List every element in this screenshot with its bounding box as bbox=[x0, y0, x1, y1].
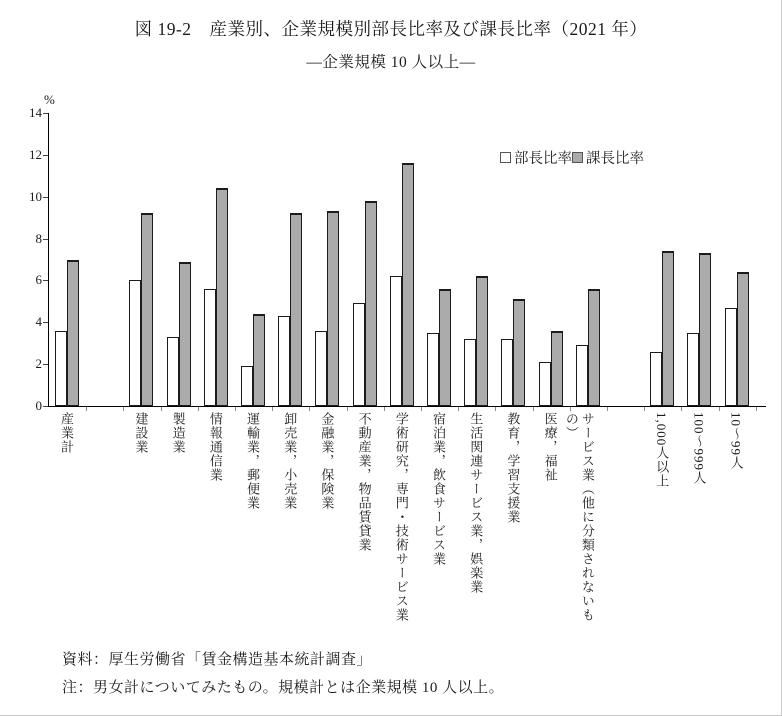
x-category-label: 製造業 bbox=[170, 412, 186, 454]
bar-課長比率-3 bbox=[216, 188, 228, 406]
legend-label-kacho: 課長比率 bbox=[586, 151, 644, 167]
bar-部長比率-11 bbox=[501, 339, 513, 406]
y-tick-label: 4 bbox=[35, 314, 42, 330]
x-tick bbox=[384, 407, 385, 411]
legend-label-bucho: 部長比率 bbox=[514, 151, 572, 167]
bar-課長比率-2 bbox=[179, 262, 191, 406]
bar-部長比率-3 bbox=[204, 289, 216, 406]
legend-item-bucho bbox=[500, 147, 572, 168]
y-tick-label: 10 bbox=[29, 188, 42, 204]
x-tick bbox=[272, 407, 273, 411]
x-category-label: 100〜999人 bbox=[691, 412, 707, 485]
bar-課長比率-10 bbox=[476, 276, 488, 406]
y-tick bbox=[43, 364, 48, 365]
bar-課長比率-14 bbox=[662, 251, 674, 406]
bar-部長比率-4 bbox=[241, 366, 253, 406]
bar-部長比率-5 bbox=[278, 316, 290, 406]
bar-部長比率-14 bbox=[650, 352, 662, 406]
bar-部長比率-0 bbox=[55, 331, 67, 406]
x-category-label: 産業計 bbox=[59, 412, 74, 454]
x-category-label: 卸売業，小売業 bbox=[282, 412, 298, 510]
y-tick-label: 6 bbox=[35, 272, 42, 288]
x-tick bbox=[198, 407, 199, 411]
bar-課長比率-9 bbox=[439, 289, 451, 406]
bar-課長比率-12 bbox=[551, 331, 563, 406]
bar-課長比率-7 bbox=[365, 201, 377, 406]
figure-title: 図 19-2 産業別、企業規模別部長比率及び課長比率（2021 年） bbox=[134, 19, 648, 39]
bar-課長比率-0 bbox=[67, 260, 79, 407]
bar-課長比率-6 bbox=[327, 211, 339, 406]
y-tick bbox=[43, 197, 48, 198]
gray-square-icon bbox=[572, 152, 583, 163]
bar-課長比率-11 bbox=[513, 299, 525, 406]
y-tick-label: 2 bbox=[35, 356, 42, 372]
x-category-label: 医療，福祉 bbox=[542, 412, 558, 482]
x-tick bbox=[309, 407, 310, 411]
x-category-label: 生活関連サービス業，娯楽業 bbox=[468, 412, 484, 594]
x-category-label: 1,000人以上 bbox=[654, 412, 670, 489]
x-category-label: 運輸業，郵便業 bbox=[245, 412, 260, 510]
bar-部長比率-7 bbox=[353, 303, 365, 406]
bar-課長比率-16 bbox=[737, 272, 749, 406]
y-tick bbox=[43, 155, 48, 156]
bar-部長比率-1 bbox=[129, 280, 141, 406]
y-tick bbox=[43, 406, 48, 407]
bar-部長比率-10 bbox=[464, 339, 476, 406]
x-tick bbox=[681, 407, 682, 411]
x-axis-line bbox=[48, 406, 766, 407]
bar-部長比率-16 bbox=[725, 308, 737, 406]
y-tick-label: 12 bbox=[29, 146, 42, 162]
y-tick-label: 8 bbox=[35, 230, 42, 246]
x-category-label: 不動産業，物品賃貸業 bbox=[356, 412, 372, 552]
y-axis-unit-label: % bbox=[44, 92, 55, 107]
bar-部長比率-15 bbox=[687, 333, 699, 406]
y-tick-label: 0 bbox=[35, 398, 42, 413]
x-tick bbox=[421, 407, 422, 411]
y-tick-label: 14 bbox=[29, 105, 42, 120]
x-category-label: 10〜99人 bbox=[728, 412, 744, 470]
x-category-label: 建設業 bbox=[133, 412, 149, 454]
x-tick bbox=[533, 407, 534, 411]
bar-部長比率-9 bbox=[427, 333, 439, 406]
y-tick bbox=[43, 280, 48, 281]
x-category-label: サービス業（他に分類されないもの） bbox=[563, 412, 595, 622]
x-category-label: 教育，学習支援業 bbox=[505, 412, 521, 524]
bar-部長比率-13 bbox=[576, 345, 588, 406]
bar-課長比率-1 bbox=[141, 213, 153, 406]
y-tick bbox=[43, 322, 48, 323]
legend bbox=[500, 147, 644, 168]
x-tick bbox=[235, 407, 236, 411]
footnote: 注：男女計についてみたもの。規模計とは企業規模 10 人以上。 bbox=[62, 680, 505, 696]
x-category-label: 情報通信業 bbox=[207, 412, 223, 482]
bar-部長比率-6 bbox=[315, 331, 327, 406]
legend-item-kacho bbox=[572, 147, 644, 168]
x-tick bbox=[458, 407, 459, 411]
bar-課長比率-13 bbox=[588, 289, 600, 406]
source-note: 資料：厚生労働省「賃金構造基本統計調査」 bbox=[62, 652, 373, 668]
y-tick bbox=[43, 239, 48, 240]
x-tick bbox=[161, 407, 162, 411]
x-tick bbox=[719, 407, 720, 411]
x-category-label: 宿泊業，飲食サービス業 bbox=[431, 412, 446, 566]
y-axis-line bbox=[48, 113, 49, 407]
x-tick bbox=[123, 407, 124, 411]
x-tick bbox=[570, 407, 571, 411]
x-tick bbox=[607, 407, 608, 411]
bar-課長比率-5 bbox=[290, 213, 302, 406]
bar-課長比率-4 bbox=[253, 314, 265, 406]
bar-課長比率-8 bbox=[402, 163, 414, 406]
x-tick bbox=[644, 407, 645, 411]
bar-課長比率-15 bbox=[699, 253, 711, 406]
x-tick bbox=[86, 407, 87, 411]
bar-部長比率-2 bbox=[167, 337, 179, 406]
x-tick bbox=[495, 407, 496, 411]
x-tick bbox=[756, 407, 757, 411]
x-category-label: 学術研究，専門・技術サービス業 bbox=[393, 412, 409, 622]
white-square-icon bbox=[500, 152, 511, 163]
bar-部長比率-12 bbox=[539, 362, 551, 406]
x-tick bbox=[347, 407, 348, 411]
bar-部長比率-8 bbox=[390, 276, 402, 406]
figure-subtitle: ―企業規模 10 人以上― bbox=[306, 54, 476, 71]
y-tick bbox=[43, 113, 48, 114]
x-category-label: 金融業，保険業 bbox=[319, 412, 335, 510]
